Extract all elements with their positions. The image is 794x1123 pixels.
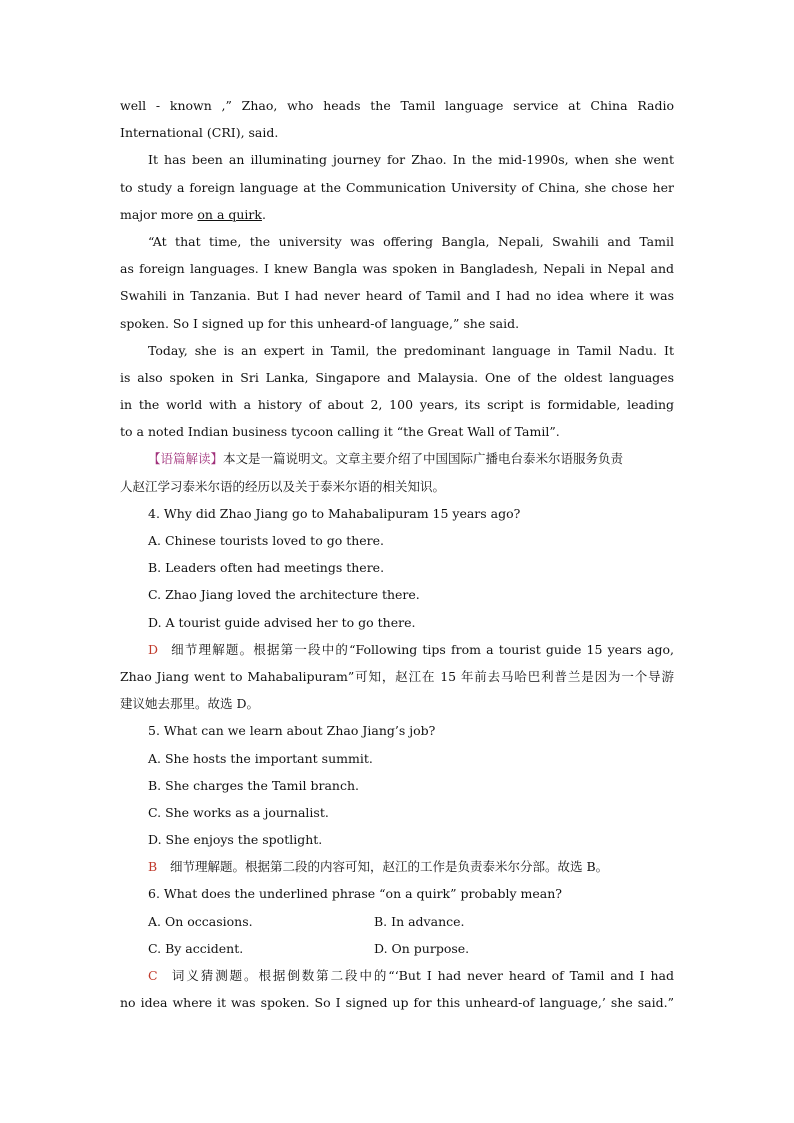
passage-line: “At that time, the university was offering Bangla, Nepali, Swahili and Tamil: [148, 233, 674, 249]
explanation-text: 词义猜测题。根据倒数第二段中的“‘But I had never heard of Tamil and I had: [170, 968, 674, 983]
passage-line: Swahili in Tanzania. But I had never heard of Tamil and I had no idea where it was: [120, 288, 674, 304]
explanation-line: Zhao Jiang went to Mahabalipuram”可知，赵江在 15 年前去马哈巴利普兰是因为一个导游: [120, 668, 674, 684]
underlined-phrase: on a quirk: [197, 206, 262, 222]
explanation-line: [120, 962, 674, 989]
passage-line: International (CRI), said.: [120, 125, 279, 141]
explanation-text: 细节理解题。根据第二段的内容可知，赵江的工作是负责泰米尔分部。故选 B。: [170, 859, 609, 875]
explanation-line: [120, 636, 674, 663]
analysis-text: 本文是一篇说明文。文章主要介绍了中国国际广播电台泰米尔语服务负责: [223, 451, 624, 467]
option-b: B. In advance.: [374, 913, 465, 929]
text-run: .: [261, 206, 266, 222]
answer-letter: B: [148, 859, 158, 875]
passage-line: to study a foreign language at the Communication University of China, she chose her: [120, 179, 674, 195]
passage-line: [120, 201, 674, 228]
explanation-line: 建议她去那里。故选 D。: [120, 696, 259, 712]
option-d: D. She enjoys the spotlight.: [148, 832, 323, 848]
question-stem: 4. Why did Zhao Jiang go to Mahabalipuram 15 years ago?: [148, 505, 521, 521]
option-c: C. She works as a journalist.: [148, 804, 329, 820]
page-content: [120, 92, 674, 1016]
passage-line: to a noted Indian business tycoon calling it “the Great Wall of Tamil”.: [120, 424, 560, 440]
text-run: major more: [120, 206, 198, 222]
passage-line: well - known ,” Zhao, who heads the Tamil language service at China Radio: [120, 98, 674, 113]
option-a: A. On occasions.: [148, 913, 253, 929]
passage-line: is also spoken in Sri Lanka, Singapore and Malaysia. One of the oldest languages: [120, 369, 674, 385]
option-c: C. By accident.: [148, 940, 244, 956]
explanation-line: [120, 853, 674, 880]
analysis-line: [120, 445, 674, 472]
analysis-tag: 【语篇解读】: [148, 451, 224, 467]
option-a: A. Chinese tourists loved to go there.: [148, 533, 385, 548]
option-b: B. Leaders often had meetings there.: [148, 560, 385, 576]
question-stem: 6. What does the underlined phrase “on a quirk” probably mean?: [148, 886, 562, 902]
analysis-line: 人赵江学习泰米尔语的经历以及关于泰米尔语的相关知识。: [120, 478, 446, 494]
question-stem: 5. What can we learn about Zhao Jiang’s job?: [148, 723, 436, 739]
passage-line: spoken. So I signed up for this unheard-of language,” she said.: [120, 315, 520, 331]
passage-line: It has been an illuminating journey for Zhao. In the mid-1990s, when she went: [148, 152, 674, 168]
passage-line: in the world with a history of about 2, 100 years, its script is formidable, leading: [120, 397, 674, 413]
explanation-text: 细节理解题。根据第一段中的“Following tips from a tourist guide 15 years ago,: [170, 641, 674, 657]
option-d: D. On purpose.: [374, 940, 470, 956]
answer-letter: D: [148, 641, 159, 657]
option-b: B. She charges the Tamil branch.: [148, 777, 359, 793]
passage-line: Today, she is an expert in Tamil, the predominant language in Tamil Nadu. It: [148, 342, 674, 358]
option-row: [120, 935, 674, 962]
passage-line: as foreign languages. I knew Bangla was spoken in Bangladesh, Nepali in Nepal and: [120, 261, 674, 277]
option-a: A. She hosts the important summit.: [148, 750, 373, 766]
option-row: [120, 908, 674, 935]
explanation-line: no idea where it was spoken. So I signed up for this unheard-of language,’ she said.”: [120, 995, 674, 1011]
option-c: C. Zhao Jiang loved the architecture there.: [148, 587, 420, 603]
option-d: D. A tourist guide advised her to go there.: [148, 614, 416, 630]
answer-letter: C: [148, 968, 158, 983]
